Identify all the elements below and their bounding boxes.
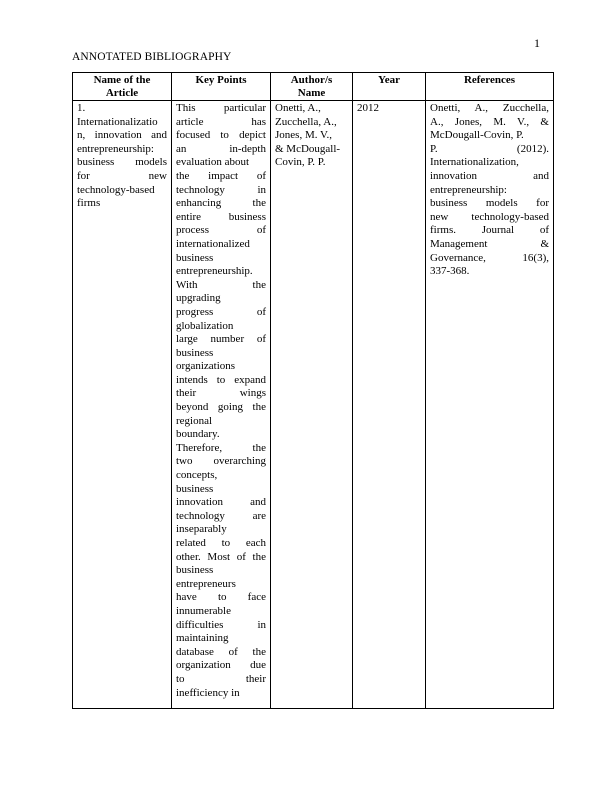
cell-text-line: business	[176, 482, 214, 495]
header-key-points-label: Key Points	[195, 74, 247, 86]
cell-text-line: 337-368.	[430, 265, 470, 278]
cell-text-line: globalization	[176, 319, 234, 332]
cell-text-line: McDougall-Covin, P.	[430, 129, 524, 142]
page-number: 1	[534, 36, 540, 50]
header-authors-line: Name	[297, 87, 326, 99]
cell-text-line: entrepreneurs	[176, 577, 236, 590]
cell-text-line: evaluation about	[176, 156, 250, 169]
cell-text-line: large number of	[176, 333, 266, 346]
cell-authors	[271, 101, 353, 709]
cell-text-line: A., Jones, M. V., &	[430, 115, 549, 128]
cell-text-line: concepts,	[176, 469, 218, 482]
document-title: ANNOTATED BIBLIOGRAPHY	[72, 51, 232, 63]
cell-text-line: technology in	[176, 183, 266, 196]
cell-text-line: Zucchella, A.,	[275, 115, 337, 128]
cell-text-line: innumerable	[176, 604, 231, 617]
cell-text-line: their wings	[176, 387, 266, 400]
header-article-name-line: Article	[105, 87, 139, 99]
cell-text-line: This particular	[176, 102, 266, 114]
cell-text-line: 1.	[77, 102, 86, 114]
cell-text-line: Jones, M. V.,	[275, 129, 333, 142]
cell-text-line: to their	[176, 672, 266, 685]
cell-text-line: Governance, 16(3),	[430, 251, 549, 264]
cell-text-line: Management &	[430, 237, 549, 250]
cell-text-line: inefficiency in	[176, 686, 240, 699]
cell-text-line: maintaining	[176, 632, 229, 645]
cell-text-line: inseparably	[176, 523, 227, 536]
cell-text-line: business	[176, 346, 214, 359]
cell-text-line: article has	[176, 115, 266, 128]
cell-text-line: enhancing the	[176, 197, 266, 210]
cell-text-line: Internationalization,	[430, 156, 519, 169]
cell-text-line: entrepreneurship:	[430, 183, 507, 196]
header-article-name	[73, 73, 172, 101]
header-year	[353, 73, 426, 101]
cell-text-line: innovation and	[430, 169, 549, 182]
cell-text-line: internationalized	[176, 237, 250, 250]
cell-text-line: business models for	[430, 197, 549, 210]
cell-key-points	[172, 101, 271, 709]
cell-text-line: organization due	[176, 659, 266, 672]
cell-text-line: Therefore, the	[176, 441, 266, 454]
cell-text-line: technology-based	[77, 183, 155, 196]
cell-text-line: progress of	[176, 305, 266, 318]
cell-text-line: entrepreneurship.	[176, 265, 253, 278]
cell-text-line: related to each	[176, 537, 266, 549]
header-key-points	[172, 73, 271, 101]
header-references	[426, 73, 554, 101]
cell-article-name	[73, 101, 172, 709]
cell-text-line: innovation and	[176, 496, 266, 509]
header-references-label: References	[463, 74, 516, 86]
header-year-label: Year	[378, 74, 400, 86]
cell-text-line: Onetti, A.,	[275, 102, 321, 114]
cell-year: 2012	[353, 101, 426, 709]
cell-text-line: have to face	[176, 591, 266, 604]
cell-text-line: Onetti, A., Zucchella,	[430, 102, 549, 114]
cell-text-line: focused to depict	[176, 129, 266, 142]
cell-text-line: new technology-based	[430, 210, 549, 223]
cell-text-line: With the	[176, 278, 266, 291]
cell-text-line: entire business	[176, 210, 266, 223]
bibliography-table	[72, 72, 554, 709]
cell-text-line: process of	[176, 224, 266, 237]
cell-text-line: Internationalizatio	[77, 115, 158, 128]
cell-text-line: entrepreneurship:	[77, 142, 154, 155]
cell-text-line: beyond going the	[176, 401, 266, 414]
cell-text-line: other. Most of the	[176, 550, 266, 563]
cell-references	[426, 101, 554, 709]
cell-text-line: difficulties in	[176, 618, 266, 631]
cell-text-line: business	[176, 564, 214, 577]
cell-text-line: Covin, P. P.	[275, 156, 326, 169]
table-header-row	[73, 73, 554, 101]
cell-text-line: firms. Journal of	[430, 224, 549, 237]
header-authors-line: Author/s	[290, 74, 333, 86]
header-article-name-line: Name of the	[93, 74, 151, 86]
cell-text-line: business models	[77, 156, 167, 169]
cell-text-line: technology are	[176, 509, 266, 522]
cell-text-line: P. (2012).	[430, 142, 549, 155]
cell-text-line: database of the	[176, 645, 266, 658]
cell-text-line: n, innovation and	[77, 129, 167, 142]
cell-text-line: intends to expand	[176, 373, 266, 386]
cell-text-line: for new	[77, 169, 167, 182]
cell-text-line: firms	[77, 197, 101, 210]
header-authors	[271, 73, 353, 101]
cell-text-line: the impact of	[176, 169, 266, 182]
cell-text-line: organizations	[176, 360, 236, 373]
table-row	[73, 101, 554, 709]
cell-text-line: two overarching	[176, 455, 266, 468]
cell-text-line: upgrading	[176, 292, 221, 305]
cell-text-line: an in-depth	[176, 142, 266, 155]
cell-text-line: & McDougall-	[275, 142, 341, 155]
cell-text-line: regional	[176, 414, 213, 427]
cell-text-line: boundary.	[176, 428, 220, 441]
cell-text-line: business	[176, 251, 214, 264]
